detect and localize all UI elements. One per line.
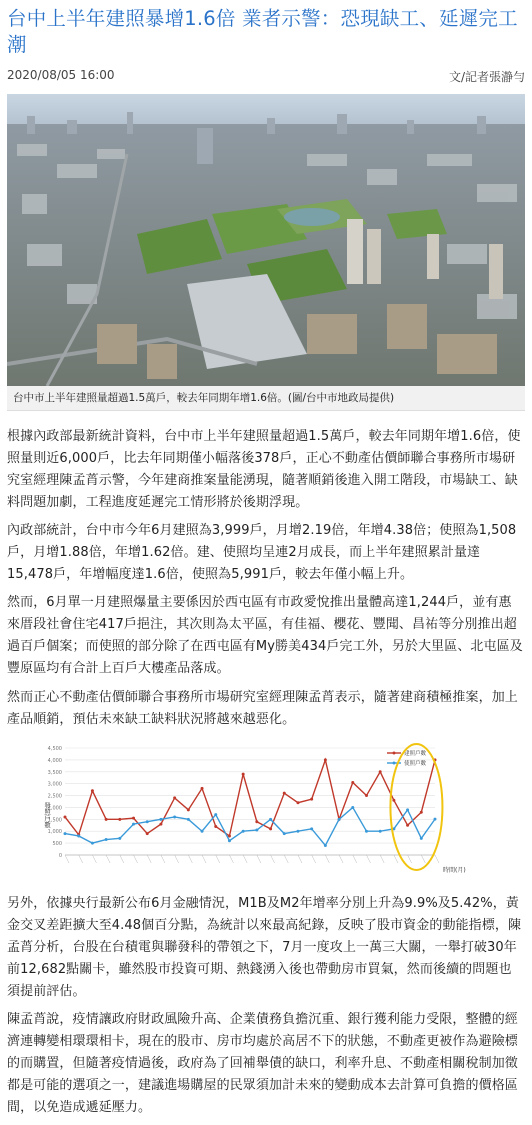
- y-tick-label: 3,500: [47, 769, 62, 776]
- y-tick-label: 2,500: [47, 793, 62, 800]
- x-tick-mark: [188, 855, 192, 863]
- data-point: [173, 796, 176, 799]
- x-tick-mark: [380, 855, 384, 863]
- x-tick-mark: [120, 855, 124, 863]
- y-tick-label: 500: [52, 841, 62, 848]
- data-point: [201, 787, 204, 790]
- data-point: [132, 823, 135, 826]
- data-point: [64, 832, 67, 835]
- x-tick-mark: [175, 855, 179, 863]
- data-point: [255, 820, 258, 823]
- data-point: [64, 815, 67, 818]
- y-tick-label: 4,000: [47, 757, 62, 764]
- article-paragraph: 根據內政部最新統計資料，台中市上半年建照量超過1.5萬戶，較去年同期年增1.6倍，使照量則近6,000戶，比去年同期僅小幅落後378戶，正心不動產估價師聯合事務所市場研究室經理陳孟莦示警，今年建商推案量能湧現，隨著順銷後進入開工階段，市場缺工、缺料問題加劇，工程進度延遲完工情形將於後期浮現。: [7, 429, 521, 510]
- data-point: [242, 830, 245, 833]
- x-tick-mark: [284, 855, 288, 863]
- x-tick-mark: [312, 855, 316, 863]
- data-point: [228, 839, 231, 842]
- data-point: [214, 825, 217, 828]
- data-point: [242, 773, 245, 776]
- x-tick-mark: [216, 855, 220, 863]
- data-point: [283, 792, 286, 795]
- data-point: [351, 806, 354, 809]
- x-tick-mark: [257, 855, 261, 863]
- x-tick-mark: [435, 855, 439, 863]
- data-point: [118, 818, 121, 821]
- article-paragraph: 然而，6月單一月建照爆量主要係因於西屯區有市政愛悅推出量體高達1,244戶，並有惠來厝段社會住宅417戶挹注，其次則為太平區，有佳福、櫻花、豐聞、昌祐等分別推出超過百戶個案；而使照的部分除了在西屯區有My勝美434戶完工外，另於大里區、北屯區及豐原區均有合計上百戶大樓產品落成。: [7, 595, 523, 676]
- y-tick-label: 3,000: [47, 781, 62, 788]
- x-tick-mark: [339, 855, 343, 863]
- data-point: [324, 758, 327, 761]
- x-tick-mark: [366, 855, 370, 863]
- data-point: [118, 837, 121, 840]
- x-tick-mark: [79, 855, 83, 863]
- data-point: [214, 813, 217, 816]
- legend-marker: [393, 762, 396, 765]
- data-point: [283, 832, 286, 835]
- x-tick-mark: [134, 855, 138, 863]
- data-point: [365, 794, 368, 797]
- data-point: [365, 830, 368, 833]
- y-tick-label: 2,000: [47, 805, 62, 812]
- data-point: [187, 818, 190, 821]
- aerial-city-image: [7, 94, 525, 386]
- data-point: [406, 824, 409, 827]
- author-byline: 文/記者張瀞勻: [448, 70, 525, 84]
- data-point: [420, 811, 423, 814]
- article-paragraph: 陳孟莦說，疫情讓政府財政風險升高、企業債務負擔沉重、銀行獲利能力受限，整體的經濟連轉變相環環相卡，現在的股市、房市均處於高居不下的狀態，不動產更被作為避險標的而購置，但隨著疫情過後，政府為了回補舉債的缺口，利率升息、不動產相關稅制加徵都是可能的選項之一，建議進場購屋的民眾須加計未來的變動成本去計算可負擔的價格區間，以免造成遞延壓力。: [7, 1012, 518, 1115]
- x-tick-mark: [353, 855, 357, 863]
- data-point: [351, 781, 354, 784]
- data-point: [338, 818, 341, 821]
- data-point: [269, 818, 272, 821]
- legend-marker: [393, 752, 396, 755]
- data-point: [296, 801, 299, 804]
- permit-line-chart: [35, 740, 475, 885]
- data-point: [379, 830, 382, 833]
- data-point: [420, 837, 423, 840]
- data-point: [146, 820, 149, 823]
- data-point: [159, 818, 162, 821]
- data-point: [105, 838, 108, 841]
- x-tick-mark: [92, 855, 96, 863]
- y-tick-label: 1,500: [47, 817, 62, 824]
- x-axis-label: 時間(月): [443, 867, 466, 874]
- x-tick-mark: [161, 855, 165, 863]
- x-tick-mark: [325, 855, 329, 863]
- x-tick-mark: [298, 855, 302, 863]
- data-point: [187, 808, 190, 811]
- publish-date: 2020/08/05 16:00: [7, 68, 115, 82]
- data-point: [173, 815, 176, 818]
- data-point: [91, 842, 94, 845]
- legend-label: 使照戶數: [404, 761, 427, 767]
- series-line-1: [65, 807, 435, 845]
- data-point: [201, 830, 204, 833]
- data-point: [91, 789, 94, 792]
- y-axis-label: 發照戶數: [43, 802, 51, 828]
- x-tick-mark: [106, 855, 110, 863]
- data-point: [132, 817, 135, 820]
- y-tick-label: 4,500: [47, 746, 62, 752]
- data-point: [434, 818, 437, 821]
- data-point: [406, 808, 409, 811]
- data-point: [392, 799, 395, 802]
- data-point: [379, 770, 382, 773]
- x-tick-mark: [147, 855, 151, 863]
- data-point: [228, 834, 231, 837]
- x-tick-mark: [202, 855, 206, 863]
- x-tick-mark: [421, 855, 425, 863]
- x-tick-mark: [229, 855, 233, 863]
- x-tick-mark: [243, 855, 247, 863]
- article-title: 台中上半年建照暴增1.6倍 業者示警：恐現缺工、延遲完工潮: [7, 7, 518, 56]
- data-point: [146, 832, 149, 835]
- data-point: [296, 830, 299, 833]
- photo-caption: 台中市上半年建照量超過1.5萬戶，較去年同期年增1.6倍。(圖/台中市地政局提供): [7, 386, 525, 411]
- data-point: [310, 827, 313, 830]
- y-tick-label: 0: [58, 853, 62, 859]
- data-point: [159, 823, 162, 826]
- data-point: [255, 829, 258, 832]
- article-photo: [7, 94, 525, 386]
- data-point: [310, 798, 313, 801]
- data-point: [324, 844, 327, 847]
- data-point: [105, 818, 108, 821]
- data-point: [77, 834, 80, 837]
- article-paragraph: 另外，依據央行最新公布6月金融情況，M1B及M2年增率分別上升為9.9%及5.42%，黃金交叉差距擴大至4.48個百分點，為統計以來最高紀錄，反映了股市資金的動能指標，陳孟莦分析，台股在台積電與聯發科的帶領之下，7月一度攻上一萬三大關，一舉打破30年前12,682點關卡，雖然股市投資可期、熱錢湧入後也帶動房市買氣，然而後續的問題也須提前評估。: [7, 896, 522, 999]
- article-paragraph: 然而正心不動產估價師聯合事務所市場研究室經理陳孟莦表示，隨著建商積極推案，加上產品順銷，預估未來缺工缺料狀況將越來越惡化。: [7, 690, 518, 727]
- x-tick-mark: [65, 855, 69, 863]
- article-paragraph: 內政部統計，台中市今年6月建照為3,999戶，月增2.19倍，年增4.38倍；使照為1,508戶，月增1.88倍，年增1.62倍。建、使照均呈連2月成長，而上半年建照累計量達15,478戶，年增幅度達1.6倍，使照為5,991戶，較去年僅小幅上升。: [7, 523, 517, 582]
- x-tick-mark: [408, 855, 412, 863]
- article-meta: [7, 68, 525, 85]
- data-point: [269, 827, 272, 830]
- x-tick-mark: [271, 855, 275, 863]
- y-tick-label: 1,000: [47, 829, 62, 836]
- x-tick-mark: [394, 855, 398, 863]
- legend-label: 建照戶數: [404, 751, 427, 757]
